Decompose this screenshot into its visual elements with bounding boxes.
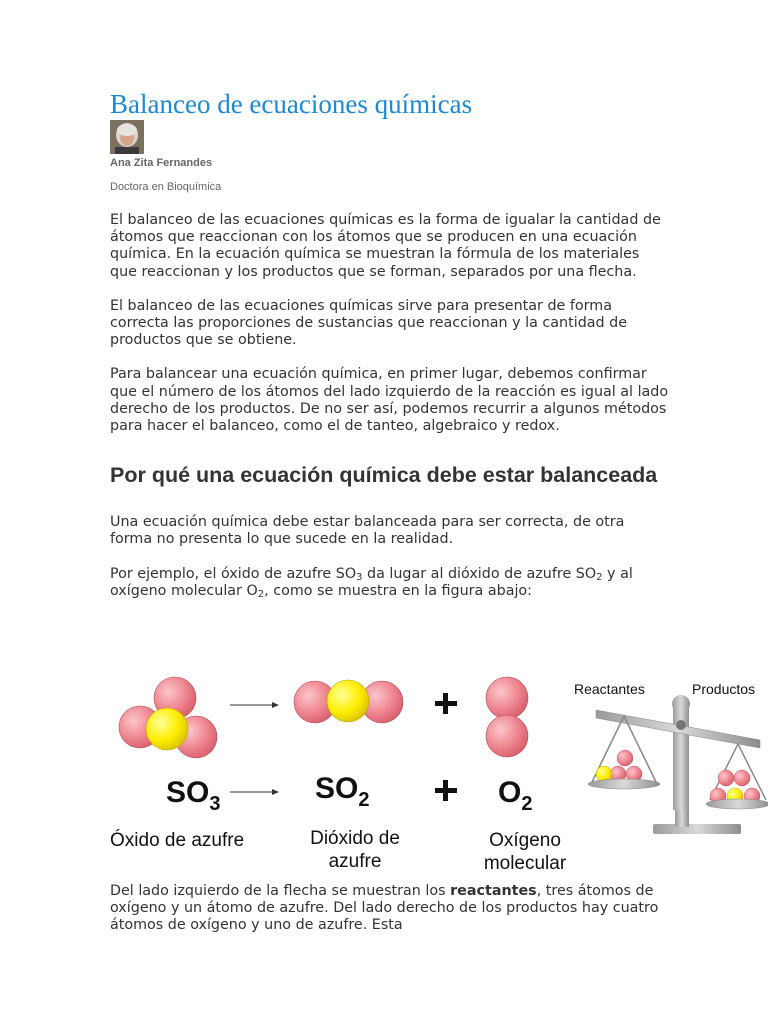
author-avatar[interactable]: [110, 120, 144, 154]
label-o2-line1: Oxígeno: [489, 830, 561, 851]
scale-label-reactants: Reactantes: [574, 681, 645, 697]
section-heading: Por qué una ecuación química debe estar balanceada: [110, 463, 658, 488]
paragraph: El balanceo de las ecuaciones químicas es la forma de igualar la cantidad de átomos que reaccionan con los átomos que se producen en una ecuación química. En la ecuación química se muestran la fórmula de los materiales que reaccionan y los productos que se forman, separados por una flecha.: [110, 212, 661, 280]
formula-o2: $O_2$: [498, 776, 533, 815]
article: [110, 88, 670, 600]
plus-icon: [435, 780, 457, 801]
label-so2-line1: Dióxido de: [310, 828, 400, 849]
reaction-figure: [110, 670, 768, 880]
paragraph-with-formulas: Por ejemplo, el óxido de azufre $SO_3$ da lugar al dióxido de azufre $SO_2$ y al oxígeno molecular $O_2$, como se muestra en la figura abajo:: [110, 565, 633, 600]
arrow-icon: [230, 789, 279, 795]
so2-molecule: [294, 680, 403, 723]
o2-molecule: [486, 677, 528, 757]
scale-label-products: Productos: [692, 681, 756, 697]
paragraph: Para balancear una ecuación química, en primer lugar, debemos confirmar que el número de los átomos del lado izquierdo de la reacción es igual al lado derecho de los productos. De no ser así, podemos recurrir a algunos métodos para hacer el balanceo, como el de tanteo, algebraico y redox.: [110, 366, 669, 435]
arrow-icon: [230, 702, 279, 708]
label-o2-line2: molecular: [483, 853, 567, 874]
page-title: Balanceo de ecuaciones químicas: [110, 89, 473, 119]
author-role: Doctora en Bioquímica: [110, 181, 222, 193]
author-name[interactable]: Ana Zita Fernandes: [110, 157, 213, 169]
label-so2-line2: azufre: [328, 851, 382, 872]
formula-so3: $SO_3$: [166, 776, 221, 815]
paragraph: El balanceo de las ecuaciones químicas sirve para presentar de forma correcta las proporciones de sustancias que reaccionan y la cantidad de productos que se obtiene.: [110, 297, 628, 349]
balance-scale: [574, 681, 768, 834]
paragraph: Del lado izquierdo de la flecha se muestran los reactantes, tres átomos de oxígeno y un átomo de azufre. Del lado derecho de los productos hay cuatro átomos de oxígeno y uno de azufre. Esta: [110, 883, 659, 934]
formula-so2: $SO_2$: [315, 772, 370, 811]
paragraph: Una ecuación química debe estar balanceada para ser correcta, de otra forma no presenta lo que sucede en la realidad.: [110, 514, 625, 548]
label-so3: Óxido de azufre: [110, 830, 245, 851]
plus-icon: [435, 693, 457, 714]
so3-molecule: [119, 677, 217, 758]
